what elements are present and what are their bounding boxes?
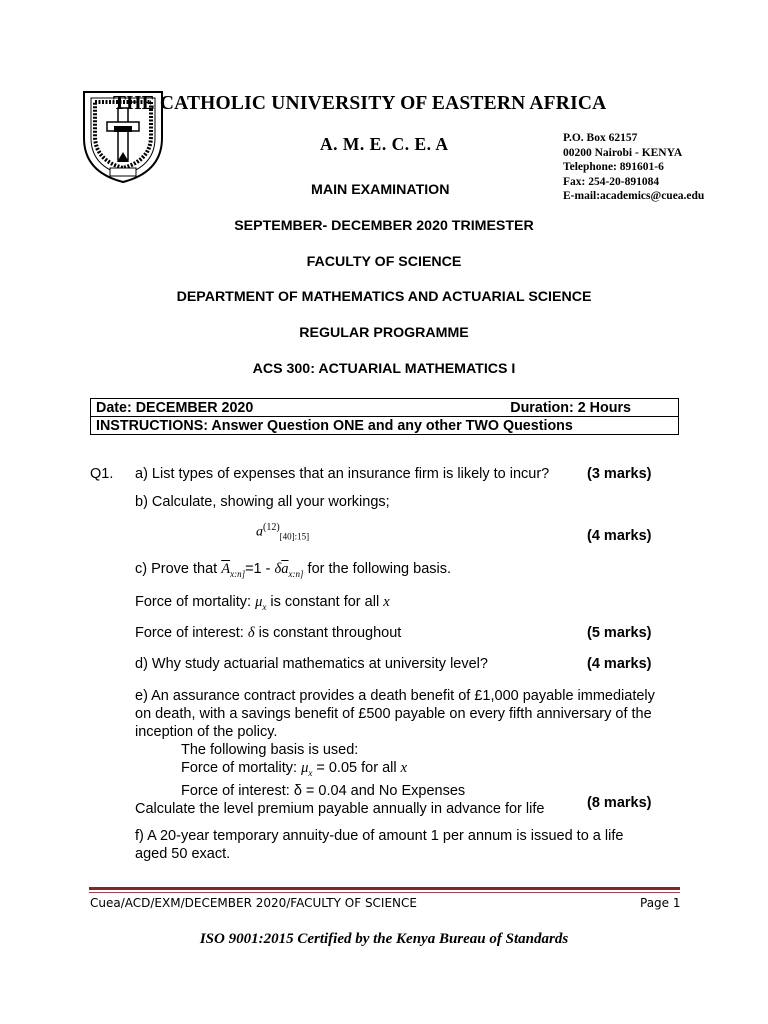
question-e-line3: inception of the policy. (135, 724, 278, 740)
interest-label: Force of interest: (135, 625, 244, 641)
exam-type: MAIN EXAMINATION (311, 182, 450, 198)
amecea-title: A. M. E. C. E. A (320, 134, 449, 154)
mortality-tail: is constant for all (270, 594, 380, 610)
question-f-line2: aged 50 exact. (135, 846, 231, 862)
address-fax: Fax: 254-20-891084 (563, 175, 660, 188)
faculty: FACULTY OF SCIENCE (306, 254, 462, 270)
question-e-mortality (135, 759, 655, 782)
question-e-calc: Calculate the level premium payable annually in advance for life (135, 800, 545, 817)
page-label: Page (640, 896, 670, 910)
question-d-text: d) Why study actuarial mathematics at university level? (135, 656, 488, 672)
delta-annuity-symbol: $\delta\overline{a}$ (274, 561, 289, 577)
exam-duration: Duration: 2 Hours (510, 399, 631, 416)
address-block (563, 131, 704, 204)
x-symbol: x (383, 594, 390, 610)
programme: REGULAR PROGRAMME (299, 325, 469, 341)
question-c-eq: =1 - (245, 561, 271, 577)
footer-rule-thick (89, 887, 680, 890)
university-name: THE CATHOLIC UNIVERSITY OF EASTERN AFRICA (113, 93, 607, 114)
assurance-symbol: $\overline{A}$ (221, 561, 231, 577)
delta-symbol: δ (247, 625, 255, 641)
address-po-box: P.O. Box 62157 (563, 132, 638, 144)
exam-date: Date: DECEMBER 2020 (96, 399, 254, 416)
info-box-row-date (91, 399, 679, 417)
instructions: INSTRUCTIONS: Answer Question ONE and any other TWO Questions (91, 417, 679, 435)
question-c-line: c) Prove that $\overline{A}_{x:n]}=1 - \delta\overline{a}_{x:n]}$ for the following basis. (135, 561, 452, 579)
footer-reference: Cuea/ACD/EXM/DECEMBER 2020/FACULTY OF SCIENCE (90, 896, 417, 910)
iso-certification: ISO 9001:2015 Certified by the Kenya Bureau of Standards (199, 931, 569, 947)
e-mu-symbol: $\mu_x$ (301, 760, 313, 778)
interest-tail: is constant throughout (258, 625, 402, 641)
course-title: ACS 300: ACTUARIAL MATHEMATICS I (252, 361, 516, 377)
address-email: E-mail:academics@cuea.edu (563, 190, 705, 202)
trimester: SEPTEMBER- DECEMBER 2020 TRIMESTER (234, 218, 534, 234)
page-number: 1 (672, 896, 681, 910)
question-d-marks: (4 marks) (587, 656, 652, 672)
mortality-label: Force of mortality: (135, 594, 252, 610)
question-number: Q1. (90, 466, 114, 482)
question-b-marks: (4 marks) (587, 528, 652, 544)
footer-page (640, 896, 681, 910)
question-c-marks: (5 marks) (587, 625, 652, 641)
mu-symbol: $\mu_x$ (255, 594, 267, 612)
question-f-line1: f) A 20-year temporary annuity-due of amount 1 per annum is issued to a life (135, 828, 624, 844)
address-telephone: Telephone: 891601-6 (563, 161, 664, 173)
footer-rule-thin (89, 892, 680, 893)
question-e-line1: e) An assurance contract provides a death benefit of £1,000 payable immediately (135, 688, 655, 704)
question-e-basis: The following basis is used: (181, 742, 359, 758)
question-e-block (135, 687, 655, 818)
question-c-mortality (135, 594, 390, 612)
annuity-formula: $a^{(12)}_{[40]:15]}$ (256, 522, 310, 542)
question-a-marks: (3 marks) (587, 466, 652, 482)
question-b-text: b) Calculate, showing all your workings; (135, 494, 390, 510)
question-e-interest: Force of interest: δ = 0.04 and No Expenses (181, 782, 466, 799)
question-c-prefix: c) Prove that (135, 561, 218, 577)
address-city: 00200 Nairobi - KENYA (563, 146, 683, 159)
question-e-line2: on death, with a savings benefit of £500 payable on every fifth anniversary of the (135, 706, 652, 722)
e-mortality-value: = 0.05 for all (316, 760, 397, 776)
question-e-marks: (8 marks) (587, 795, 652, 811)
question-f-block (135, 827, 623, 863)
question-c-suffix: for the following basis. (307, 561, 452, 577)
e-x-symbol: x (400, 760, 408, 776)
department: DEPARTMENT OF MATHEMATICS AND ACTUARIAL SCIENCE (176, 289, 592, 305)
question-a-text: a) List types of expenses that an insurance firm is likely to incur? (135, 466, 550, 482)
question-c-interest (135, 625, 401, 642)
info-box (90, 398, 679, 435)
e-mortality-label: Force of mortality: (181, 760, 298, 776)
